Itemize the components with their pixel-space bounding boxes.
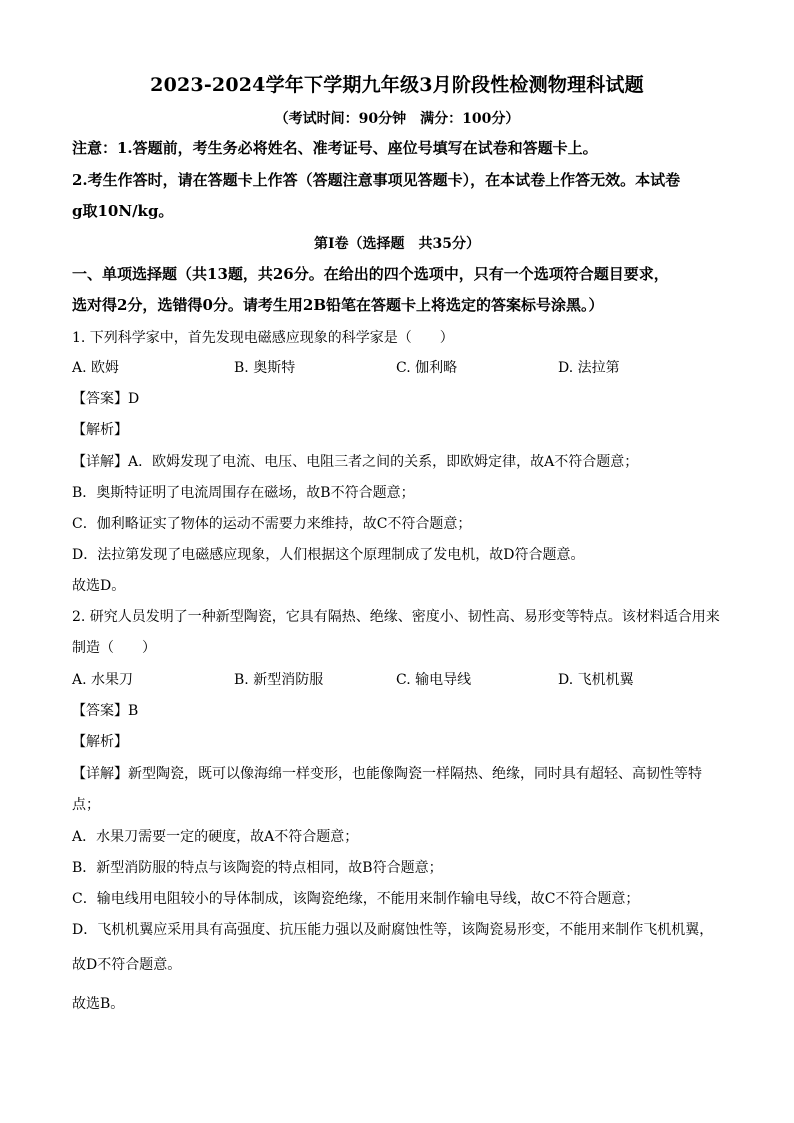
exam-info: （考试时间：90分钟 满分：100分） <box>274 111 520 127</box>
question-1-detail-4: D．法拉第发现了电磁感应现象，人们根据这个原理制成了发电机，故D符合题意。 <box>72 547 585 563</box>
page-title: 2023-2024学年下学期九年级3月阶段性检测物理科试题 <box>150 74 644 96</box>
question-1-options <box>72 358 724 378</box>
question-2-stem-2: 制造（ ） <box>72 640 156 656</box>
question-1-detail-2: B．奥斯特证明了电流周围存在磁场，故B不符合题意； <box>72 485 415 501</box>
option-b: B. 新型消防服 <box>234 672 324 688</box>
question-2-detail-1: 【详解】新型陶瓷，既可以像海绵一样变形，也能像陶瓷一样隔热、绝缘，同时具有超轻、高韧性等特 <box>72 766 702 782</box>
question-2-stem-1: 2. 研究人员发明了一种新型陶瓷，它具有隔热、绝缘、密度小、韧性高、易形变等特点。该材料适合用来 <box>72 609 720 625</box>
note-line-3: g取10N/kg。 <box>72 202 174 220</box>
option-a: A. 欧姆 <box>72 360 120 376</box>
question-2-detail-6: D．飞机机翼应采用具有高强度、抗压能力强以及耐腐蚀性等，该陶瓷易形变，不能用来制作飞机机翼， <box>72 922 714 938</box>
question-2-detail-4: B．新型消防服的特点与该陶瓷的特点相同，故B符合题意； <box>72 860 443 876</box>
option-c: C. 输电导线 <box>396 672 472 688</box>
question-2-detail-5: C．输电线用电阻较小的导体制成，该陶瓷绝缘，不能用来制作输电导线，故C不符合题意； <box>72 891 640 907</box>
question-1-conclusion: 故选D。 <box>72 578 126 594</box>
option-d: D. 法拉第 <box>558 360 620 376</box>
option-d: D. 飞机机翼 <box>558 672 634 688</box>
note-line-2: 2.考生作答时，请在答题卡上作答（答题注意事项见答题卡），在本试卷上作答无效。本试卷 <box>72 171 681 189</box>
question-2-conclusion: 故选B。 <box>72 996 125 1012</box>
question-2-detail-2: 点； <box>72 797 100 813</box>
option-c: C. 伽利略 <box>396 360 458 376</box>
question-2-detail-7: 故D不符合题意。 <box>72 957 182 973</box>
note-line-1: 注意：1.答题前，考生务必将姓名、准考证号、座位号填写在试卷和答题卡上。 <box>72 139 598 157</box>
question-1-detail-3: C．伽利略证实了物体的运动不需要力来维持，故C不符合题意； <box>72 516 472 532</box>
section-heading-1: 一、单项选择题（共13题，共26分。在给出的四个选项中，只有一个选项符合题目要求， <box>72 265 669 283</box>
question-2-answer: 【答案】B <box>72 703 139 719</box>
option-b: B. 奥斯特 <box>234 360 296 376</box>
option-a: A. 水果刀 <box>72 672 134 688</box>
question-1-answer: 【答案】D <box>72 391 140 407</box>
question-2-detail-3: A．水果刀需要一定的硬度，故A不符合题意； <box>72 829 359 845</box>
question-2-options <box>72 670 724 690</box>
question-1-stem: 1. 下列科学家中，首先发现电磁感应现象的科学家是（ ） <box>72 330 454 346</box>
question-1-detail-1: 【详解】A．欧姆发现了电流、电压、电阻三者之间的关系，即欧姆定律，故A不符合题意； <box>72 454 639 470</box>
question-2-analysis-label: 【解析】 <box>72 734 128 750</box>
question-1-analysis-label: 【解析】 <box>72 422 128 438</box>
section-heading-2: 选对得2分，选错得0分。请考生用2B铅笔在答题卡上将选定的答案标号涂黑。） <box>72 296 604 314</box>
section-title: 第Ⅰ卷（选择题 共35分） <box>313 236 481 252</box>
